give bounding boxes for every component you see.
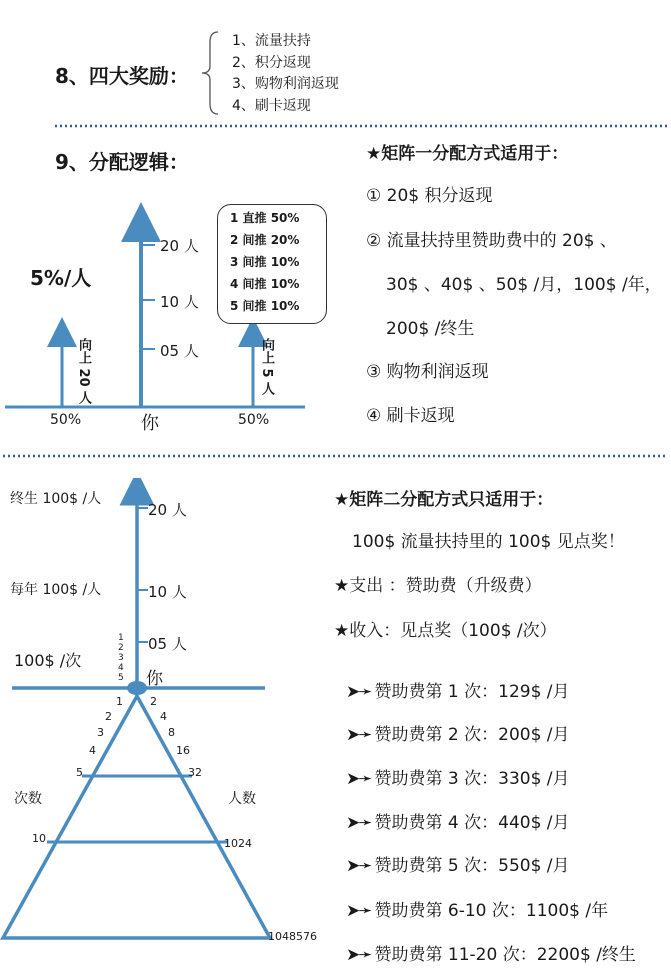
box-row-3: 3 间推 10% — [230, 255, 300, 269]
left-num-10: 10 — [32, 832, 46, 845]
arrow-bullet-icon: ➤➛ — [346, 901, 371, 921]
reward-item-4: 4、刷卡返现 — [232, 98, 311, 114]
fee-row-3 — [346, 764, 570, 789]
reward-item-1: 1、流量扶持 — [232, 33, 311, 49]
pyramid-you: 你 — [146, 669, 163, 689]
tick-20: 20 人 — [160, 237, 199, 255]
left-num-5: 5 — [76, 766, 83, 779]
box-row-5: 5 间推 10% — [230, 299, 300, 313]
matrix1-item-1: ① 20$ 积分返现 — [366, 186, 493, 206]
matrix1-item-2c: 200$ /终生 — [386, 319, 475, 339]
people-label: 人数 — [228, 791, 256, 807]
box-row-1: 1 直推 50% — [230, 211, 300, 225]
matrix2-expense: ★支出 ：赞助费（升级费） — [334, 576, 542, 596]
ptick-20: 20 人 — [148, 501, 187, 519]
matrix1-item-2b: 30$ 、40$ 、50$ /月，100$ /年， — [386, 275, 662, 295]
left-num-1: 1 — [116, 695, 123, 708]
right-num-1048576: 1048576 — [268, 930, 317, 943]
right-num-8: 8 — [168, 726, 175, 739]
right-num-4: 4 — [160, 710, 167, 723]
stack-num-2: 2 — [118, 643, 124, 653]
fee-row-5 — [346, 851, 570, 876]
left-num-3: 3 — [97, 726, 104, 739]
fee-row-6 — [346, 896, 608, 921]
times-label: 次数 — [14, 791, 42, 807]
stack-num-4: 4 — [118, 663, 124, 673]
right-num-2: 2 — [150, 695, 157, 708]
right-num-16: 16 — [176, 744, 190, 757]
reward-brace — [200, 30, 220, 116]
lifetime-label: 终生 100$ /人 — [10, 491, 102, 507]
distribution-box — [217, 204, 327, 324]
per-time-label: 100$ /次 — [14, 651, 82, 670]
arrow-bullet-icon: ➤➛ — [346, 856, 371, 876]
matrix1-item-4: ④ 刷卡返现 — [366, 406, 455, 426]
fee-row-7 — [346, 940, 636, 965]
stack-num-5: 5 — [118, 673, 124, 683]
stack-num-1: 1 — [118, 633, 124, 643]
fee-text: 赞助费第 2 次：200$ /月 — [374, 725, 570, 745]
tick-05: 05 人 — [160, 342, 199, 360]
fee-text: 赞助费第 1 次：129$ /月 — [374, 682, 570, 702]
pyramid-triangle — [3, 696, 270, 938]
ptick-05: 05 人 — [148, 635, 187, 653]
right-num-32: 32 — [188, 766, 202, 779]
divider-1 — [0, 124, 671, 128]
fee-text: 赞助费第 3 次：330$ /月 — [374, 769, 570, 789]
stack-num-3: 3 — [118, 653, 124, 663]
box-row-2: 2 间推 20% — [230, 233, 300, 247]
left-num-4: 4 — [89, 744, 96, 757]
reward-item-2: 2、积分返现 — [232, 55, 311, 71]
section9-title: 9、分配逻辑： — [55, 150, 189, 174]
right-arrow-label: 向上 5 人 — [259, 338, 274, 396]
fee-row-1 — [346, 677, 570, 702]
arrow-bullet-icon: ➤➛ — [346, 725, 371, 745]
fee-text: 赞助费第 11-20 次：2200$ /终生 — [374, 945, 636, 965]
matrix1-item-2: ② 流量扶持里赞助费中的 20$ 、 — [366, 231, 617, 251]
matrix1-title: ★矩阵一分配方式适用于： — [366, 144, 569, 164]
matrix1-item-3: ③ 购物利润返现 — [366, 362, 489, 382]
pct-left: 50% — [50, 412, 82, 428]
matrix2-title: ★矩阵二分配方式只适用于： — [334, 490, 554, 510]
reward-item-3: 3、购物利润返现 — [232, 76, 339, 92]
rate-label: 5%/人 — [30, 266, 92, 290]
fee-row-4 — [346, 808, 570, 833]
fee-text: 赞助费第 4 次：440$ /月 — [374, 813, 570, 833]
left-num-2: 2 — [105, 710, 112, 723]
divider-2 — [0, 454, 671, 458]
pct-right: 50% — [238, 412, 270, 428]
fee-row-2 — [346, 720, 570, 745]
arrow-bullet-icon: ➤➛ — [346, 813, 371, 833]
arrow-bullet-icon: ➤➛ — [346, 769, 371, 789]
you-label: 你 — [141, 413, 159, 434]
ptick-10: 10 人 — [148, 583, 187, 601]
left-arrow-label: 向上 20 人 — [76, 338, 91, 405]
section8-title: 8、四大奖励： — [55, 64, 189, 88]
right-num-1024: 1024 — [224, 837, 252, 850]
matrix2-income: ★收入：见点奖（100$ /次） — [334, 621, 557, 641]
yearly-label: 每年 100$ /人 — [10, 582, 102, 598]
box-row-4: 4 间推 10% — [230, 277, 300, 291]
matrix2-line1: 100$ 流量扶持里的 100$ 见点奖！ — [352, 532, 625, 552]
arrow-bullet-icon: ➤➛ — [346, 945, 371, 965]
pyramid-diagram — [0, 478, 330, 969]
fee-text: 赞助费第 6-10 次：1100$ /年 — [374, 901, 609, 921]
fee-text: 赞助费第 5 次：550$ /月 — [374, 856, 570, 876]
arrow-bullet-icon: ➤➛ — [346, 682, 371, 702]
tick-10: 10 人 — [160, 293, 199, 311]
